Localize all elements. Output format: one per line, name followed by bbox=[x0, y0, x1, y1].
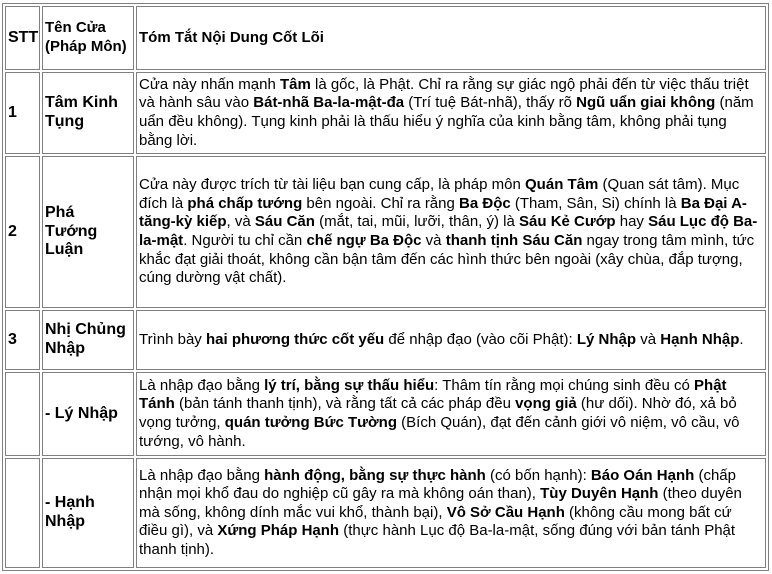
summary-text: Là nhập đạo bằng bbox=[139, 376, 265, 394]
summary-text: (năm uẩn đều không). Tụng kinh phải là thấu hiểu ý nghĩa của kinh bằng tâm, không phải tụng bằng lời. bbox=[139, 94, 754, 149]
row-stt: 3 bbox=[5, 310, 40, 370]
summary-text: : Thâm tín rằng mọi chúng sinh đều có bbox=[434, 376, 695, 394]
summary-text: hay bbox=[615, 213, 649, 231]
summary-bold-text: Sáu Lục độ Ba-la-mật bbox=[139, 213, 758, 249]
summary-bold-text: Xứng Pháp Hạnh bbox=[217, 522, 340, 540]
summary-text: , và bbox=[226, 213, 255, 231]
summary-text: (không cầu mong bất cứ điều gì), và bbox=[139, 503, 732, 540]
summary-bold-text: lý trí, bằng sự thấu hiểu bbox=[264, 376, 435, 394]
summary-bold-text: Hạnh Nhập bbox=[660, 330, 740, 348]
summary-text: (Bích Quán), đạt đến cảnh giới vô niệm, vô cầu, vô tướng, vô hành. bbox=[139, 414, 740, 450]
row-stt: 2 bbox=[5, 156, 40, 308]
summary-text: ngay trong tâm mình, tức khắc đạt giải thoát, không cần bận tâm đến các hình thức bên ngoài (xây chùa, đắp tượng, cúng dường vật chất). bbox=[139, 232, 755, 287]
summary-text: . bbox=[739, 330, 744, 348]
summary-text: Trình bày bbox=[139, 330, 206, 348]
summary-text: Cửa này được trích từ tài liệu bạn cung cấp, là pháp môn bbox=[139, 176, 526, 194]
summary-text: (bản tánh thanh tịnh), và rằng tất cả các pháp đều bbox=[174, 395, 516, 413]
summary-bold-text: Tâm bbox=[279, 75, 311, 93]
summary-bold-text: quán tưởng Bức Tường bbox=[224, 414, 397, 431]
summary-text: (mắt, tai, mũi, lưỡi, thân, ý) là bbox=[314, 213, 520, 231]
summary-text: bên ngoài. Chỉ ra rằng bbox=[302, 194, 460, 212]
summary-bold-text: Quán Tâm bbox=[525, 176, 599, 194]
row-summary bbox=[136, 310, 766, 370]
row-summary bbox=[136, 372, 766, 456]
summary-text: (theo duyên mà sống, không dính mắc vui khổ, thành bại), bbox=[139, 485, 742, 521]
summary-text: để nhập đạo (vào cõi Phật): bbox=[384, 330, 577, 348]
summary-bold-text: Phật Tánh bbox=[139, 376, 727, 413]
summary-text: là gốc, là Phật. Chỉ ra rằng sự giác ngộ phải đến từ việc thấu triệt và hành sâu vào bbox=[139, 75, 749, 112]
header-summary: Tóm Tắt Nội Dung Cốt Lõi bbox=[136, 6, 766, 70]
summary-bold-text: hai phương thức cốt yếu bbox=[205, 330, 385, 348]
row-gate-name: Nhị Chủng Nhập bbox=[42, 310, 134, 370]
summary-bold-text: Sáu Kẻ Cướp bbox=[519, 213, 616, 231]
summary-bold-text: Ba Đại A-tăng-kỳ kiếp bbox=[139, 194, 747, 231]
table-row bbox=[5, 310, 766, 370]
header-row bbox=[5, 6, 766, 70]
table-row bbox=[5, 72, 766, 154]
row-gate-name: Phá Tướng Luận bbox=[42, 156, 134, 308]
summary-bold-text: Sáu Căn bbox=[254, 213, 315, 231]
header-gate-name: Tên Cửa (Pháp Môn) bbox=[42, 6, 134, 70]
summary-text: (Quan sát tâm). Mục đích là bbox=[139, 176, 740, 212]
summary-bold-text: Lý Nhập bbox=[576, 330, 637, 348]
summary-bold-text: thanh tịnh Sáu Căn bbox=[445, 232, 583, 249]
row-gate-name: Tâm Kinh Tụng bbox=[42, 72, 134, 154]
row-summary bbox=[136, 72, 766, 154]
row-stt bbox=[5, 458, 40, 568]
summary-text: . Người tu chỉ cần bbox=[183, 232, 307, 249]
summary-text: (thực hành Lục độ Ba-la-mật, sống đúng với bản tánh Phật thanh tịnh). bbox=[139, 522, 736, 558]
summary-text: (có bốn hạnh): bbox=[485, 466, 591, 484]
table-row bbox=[5, 458, 766, 568]
summary-text: (chấp nhận mọi khổ đau do nghiệp cũ gây ra mà không oán than), bbox=[139, 466, 736, 503]
table-row bbox=[5, 372, 766, 456]
summary-bold-text: vọng giả bbox=[515, 395, 577, 413]
row-gate-name: - Hạnh Nhập bbox=[42, 458, 134, 568]
summary-bold-text: Báo Oán Hạnh bbox=[590, 466, 695, 484]
summary-bold-text: phá chấp tướng bbox=[187, 194, 303, 212]
row-stt: 1 bbox=[5, 72, 40, 154]
summary-text: Cửa này nhấn mạnh bbox=[139, 75, 280, 93]
summary-bold-text: Ngũ uẩn giai không bbox=[576, 94, 716, 112]
summary-bold-text: chế ngự Ba Độc bbox=[306, 232, 422, 249]
summary-text: và bbox=[636, 330, 661, 348]
summary-text: Là nhập đạo bằng bbox=[139, 466, 265, 484]
summary-text: (hư dối). Nhờ đó, xả bỏ vọng tưởng, bbox=[139, 395, 737, 431]
row-gate-name: - Lý Nhập bbox=[42, 372, 134, 456]
summary-text: và bbox=[421, 232, 446, 249]
summary-bold-text: hành động, bằng sự thực hành bbox=[264, 466, 486, 484]
dharma-gates-table bbox=[2, 3, 769, 571]
header-stt: STT bbox=[5, 6, 40, 70]
row-summary bbox=[136, 156, 766, 308]
row-stt bbox=[5, 372, 40, 456]
summary-text: (Trí tuệ Bát-nhã), thấy rõ bbox=[404, 94, 577, 112]
table-row bbox=[5, 156, 766, 308]
summary-text: (Tham, Sân, Si) chính là bbox=[510, 194, 681, 212]
summary-bold-text: Tùy Duyên Hạnh bbox=[540, 485, 659, 503]
summary-bold-text: Bát-nhã Ba-la-mật-đa bbox=[253, 94, 405, 112]
summary-bold-text: Vô Sở Cầu Hạnh bbox=[446, 503, 565, 521]
row-summary bbox=[136, 458, 766, 568]
summary-bold-text: Ba Độc bbox=[459, 194, 511, 212]
